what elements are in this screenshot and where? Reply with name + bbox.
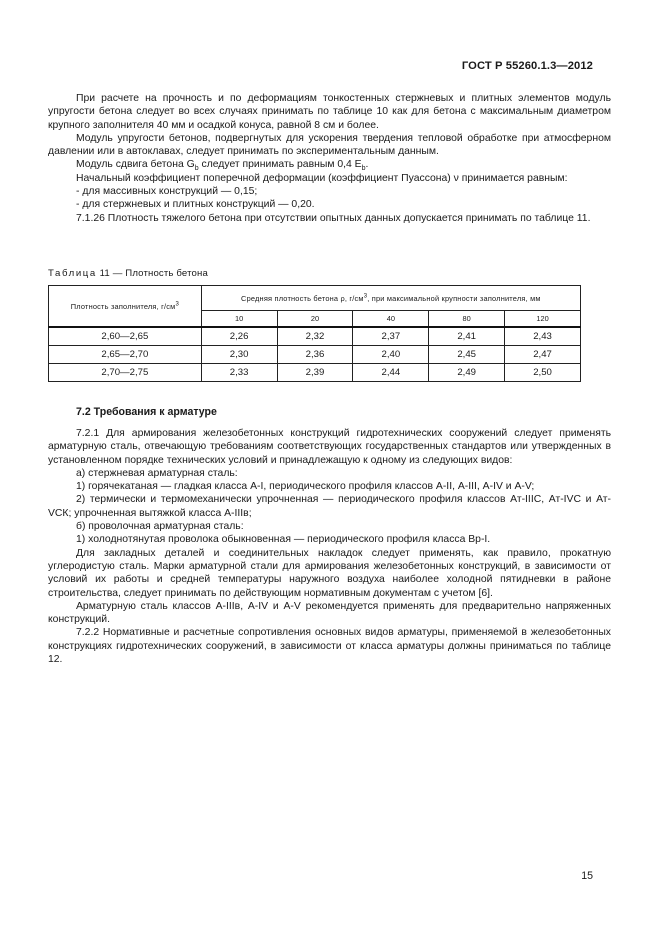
column-header-aggregate-density	[49, 286, 202, 328]
list-item: 1) горячекатаная — гладкая класса А-I, периодического профиля классов А-II, А-III, А-IV и А-V;	[76, 481, 535, 493]
superscript: 3	[363, 293, 368, 300]
table-row	[49, 364, 581, 382]
value-cell: 2,44	[353, 364, 429, 382]
superscript: 3	[175, 301, 179, 308]
document-header: ГОСТ Р 55260.1.3—2012	[461, 60, 593, 72]
text-block-1	[48, 92, 611, 225]
text-fragment: .	[365, 159, 369, 171]
paragraph: Начальный коэффициент поперечной деформации (коэффициент Пуассона) ν принимается равным:	[76, 172, 568, 184]
list-item: а) стержневая арматурная сталь:	[76, 467, 238, 479]
header-text: Плотность заполнителя, г/см	[70, 301, 176, 311]
paragraph: 7.2.2 Нормативные и расчетные сопротивления основных видов арматуры, применяемой в железобетонных конструкциях гидротехнических сооружений, в зависимости от класса арматуры должны приниматься по таблице 12.	[48, 627, 611, 666]
density-range-cell: 2,70—2,75	[49, 364, 202, 382]
paragraph: 7.2.1 Для армирования железобетонных конструкций гидротехнических сооружений следует применять арматурную сталь, отвечающую требованиям соответствующих государственных стандартов или утвержденных в установленном порядке технических условий и принадлежащую к одному из следующих видов:	[48, 428, 611, 466]
value-cell: 2,32	[277, 327, 353, 346]
column-group-header	[201, 286, 580, 311]
size-header: 80	[429, 311, 505, 328]
value-cell: 2,50	[505, 364, 581, 382]
size-header: 120	[505, 311, 581, 328]
list-item: - для массивных конструкций — 0,15;	[76, 186, 258, 198]
value-cell: 2,36	[277, 346, 353, 364]
paragraph: 7.1.26 Плотность тяжелого бетона при отсутствии опытных данных допускается принимать по таблице 11.	[76, 212, 591, 224]
section-heading: 7.2 Требования к арматуре	[76, 406, 217, 418]
list-item: б) проволочная арматурная сталь:	[76, 521, 244, 533]
value-cell: 2,40	[353, 346, 429, 364]
table-caption	[48, 268, 208, 279]
table-caption-text: 11 — Плотность бетона	[96, 268, 208, 279]
list-item: 2) термически и термомеханически упрочненная — периодического профиля классов Ат-IIIС, Ат-IVС и Ат-VСК; упрочненная вытяжкой класса А-IIIв;	[48, 494, 611, 519]
text-fragment: следует принимать равным 0,4 E	[198, 159, 362, 171]
value-cell: 2,30	[201, 346, 277, 364]
subscript: b	[361, 165, 366, 173]
density-range-cell: 2,65—2,70	[49, 346, 202, 364]
list-item: - для стержневых и плитных конструкций — 0,20.	[76, 199, 315, 211]
density-table	[48, 285, 581, 382]
header-text: , при максимальной крупности заполнителя, мм	[367, 293, 541, 303]
table-row	[49, 327, 581, 346]
paragraph: Модуль упругости бетонов, подвергнутых для ускорения твердения тепловой обработке при атмосферном давлении или в автоклавах, следует принимать по экспериментальным данным.	[48, 132, 611, 158]
paragraph: При расчете на прочность и по деформациям тонкостенных стержневых и плитных элементов модуль упругости бетона следует во всех случаях принимать по таблице 10 как для бетона с максимальным диаметром крупного заполнителя 40 мм и осадкой конуса, равной 8 см и более.	[48, 93, 611, 131]
subscript: b	[194, 165, 199, 173]
size-header: 20	[277, 311, 353, 328]
paragraph: Для закладных деталей и соединительных накладок следует применять, как правило, прокатную углеродистую сталь. Марки арматурной стали для армирования железобетонных конструкций, в зависимости от условий их работы и средней температуры наружного воздуха наиболее холодной пятидневки в районе строительства, следует принимать по действующим нормативным документам с учетом [6].	[48, 547, 611, 599]
text-block-2	[48, 427, 611, 666]
paragraph: Арматурную сталь классов А-IIIв, А-IV и А-V рекомендуется применять для предварительно напряженных конструкций.	[48, 600, 611, 626]
value-cell: 2,41	[429, 327, 505, 346]
value-cell: 2,49	[429, 364, 505, 382]
size-header: 40	[353, 311, 429, 328]
size-header: 10	[201, 311, 277, 328]
paragraph-shear-modulus	[48, 158, 611, 171]
value-cell: 2,37	[353, 327, 429, 346]
value-cell: 2,43	[505, 327, 581, 346]
header-text: Средняя плотность бетона ρ, г/см	[241, 293, 364, 303]
value-cell: 2,39	[277, 364, 353, 382]
value-cell: 2,33	[201, 364, 277, 382]
density-range-cell: 2,60—2,65	[49, 327, 202, 346]
value-cell: 2,47	[505, 346, 581, 364]
value-cell: 2,26	[201, 327, 277, 346]
table-row	[49, 346, 581, 364]
page-number: 15	[581, 870, 593, 882]
table-caption-label: Таблица	[48, 268, 97, 279]
value-cell: 2,45	[429, 346, 505, 364]
list-item: 1) холоднотянутая проволока обыкновенная — периодического профиля класса Вр-I.	[76, 534, 491, 546]
text-fragment: Модуль сдвига бетона G	[76, 159, 195, 171]
